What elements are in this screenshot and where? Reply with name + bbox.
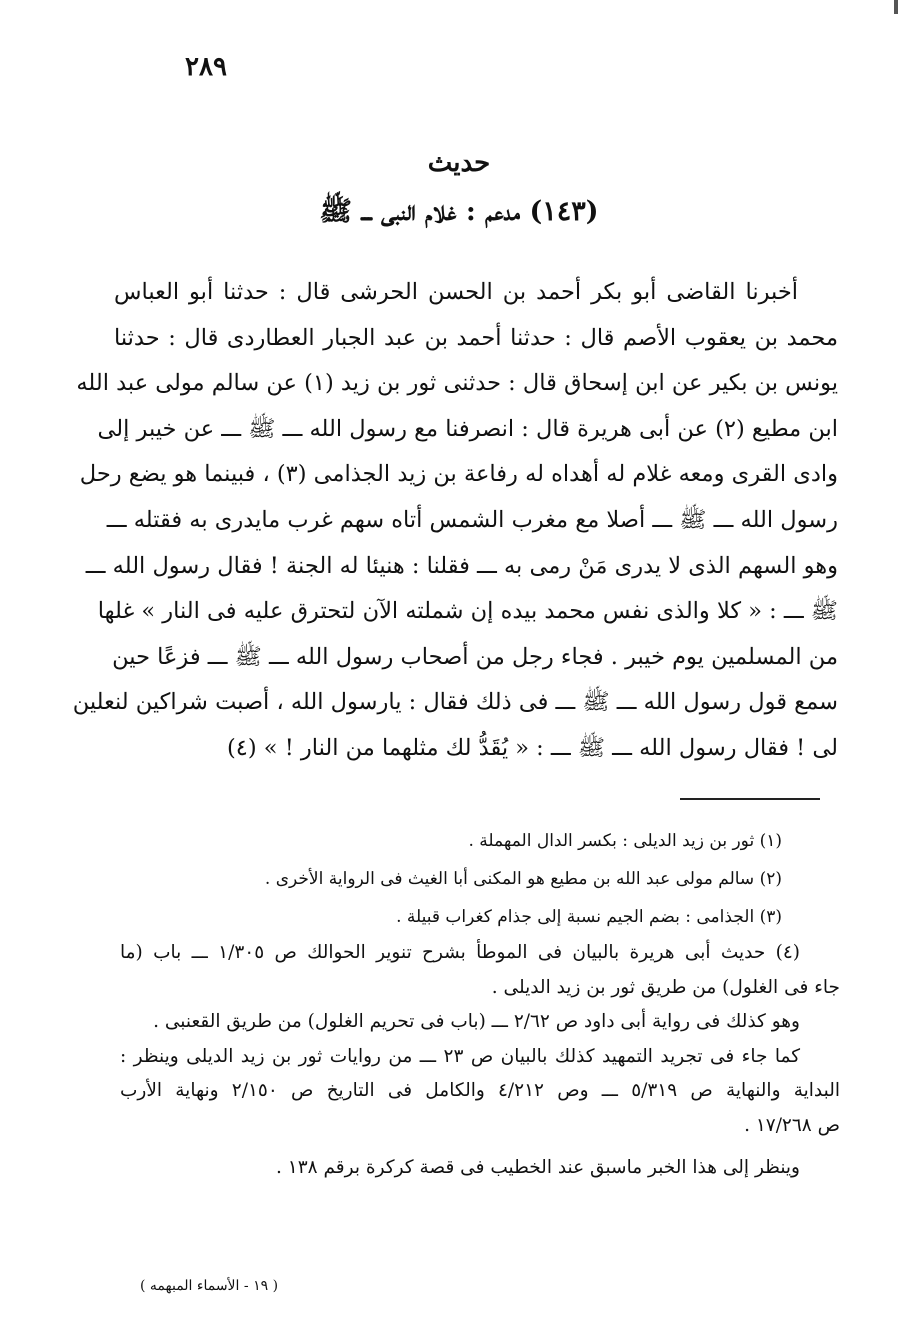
text-line: محمد بن يعقوب الأصم قال : حدثنا أحمد بن عبد الجبار العطاردى قال : حدثنا: [114, 324, 838, 351]
footnote-paragraph: وينظر إلى هذا الخبر ماسبق عند الخطيب فى قصة كركرة برقم ١٣٨ .: [276, 1157, 800, 1178]
footnote-3: (٣) الجذامى : بضم الجيم نسبة إلى جذام كغراب قبيلة .: [396, 907, 782, 927]
text-line: أخبرنا القاضى أبو بكر أحمد بن الحسن الحرشى قال : حدثنا أبو العباس: [114, 279, 798, 305]
page-title: (١٤٣) مدعم : غلام النبى ـــ ﷺ: [319, 196, 599, 227]
section-label: حديث: [427, 148, 491, 178]
footnote-paragraph-line: ص ١٧/٢٦٨ .: [744, 1114, 840, 1136]
text-line: سمع قول رسول الله ـــ ﷺ ـــ فى ذلك فقال : يارسول الله ، أصبت شراكين لنعلين: [72, 689, 838, 716]
text-line: وهو السهم الذى لا يدرى مَنْ رمى به ـــ فقلنا : هنيئا له الجنة ! فقال رسول الله ـــ: [85, 552, 838, 579]
text-line: يونس بن بكير عن ابن إسحاق قال : حدثنى ثور بن زيد (١) عن سالم مولى عبد الله: [76, 370, 838, 397]
footnote-4-line: (٤) حديث أبى هريرة بالبيان فى الموطأ بشرح تنوير الحوالك ص ١/٣٠٥ ـــ باب (ما: [120, 942, 800, 963]
spacer: [120, 1143, 840, 1151]
text-line: وادى القرى ومعه غلام له أهداه له رفاعة بن زيد الجذامى (٣) ، فبينما هو يضع رحل: [79, 461, 838, 488]
text-line: ﷺ ـــ : « كلا والذى نفس محمد بيده إن شملته الآن لتحترق عليه فى النار » غلها: [97, 598, 838, 625]
footnote-4-line: جاء فى الغلول) من طريق ثور بن زيد الديلى .: [491, 976, 840, 998]
footnote-paragraph: وهو كذلك فى رواية أبى داود ص ٢/٦٢ ـــ (باب فى تحريم الغلول) من طريق القعنبى .: [153, 1011, 800, 1032]
page-number: ٢٨٩: [185, 52, 227, 82]
footnote-paragraph-line: كما جاء فى تجريد التمهيد كذلك بالبيان ص ٢٣ ـــ من روايات ثور بن زيد الديلى وينظر :: [120, 1045, 800, 1067]
footnote-paragraph-line: البداية والنهاية ص ٥/٣١٩ ـــ وص ٤/٢١٢ والكامل فى التاريخ ص ٢/١٥٠ ونهاية الأرب: [120, 1080, 841, 1101]
footnotes: [120, 822, 840, 1186]
scan-mark: [894, 0, 898, 14]
main-text: [72, 270, 838, 772]
text-line: لى ! فقال رسول الله ـــ ﷺ ـــ : « يُقَدُّ لك مثلهما من النار ! » (٤): [226, 734, 838, 761]
text-line: من المسلمين يوم خيبر . فجاء رجل من أصحاب رسول الله ـــ ﷺ ـــ فزعًا حين: [112, 643, 838, 670]
footnote-2: (٢) سالم مولى عبد الله بن مطيع هو المكنى أبا الغيث فى الرواية الأخرى .: [264, 869, 782, 889]
signature-footer: ( ١٩ - الأسماء المبهمه ): [140, 1278, 279, 1294]
footnote-1: (١) ثور بن زيد الديلى : بكسر الدال المهملة .: [468, 831, 782, 851]
text-line: رسول الله ـــ ﷺ ـــ أصلا مع مغرب الشمس أتاه سهم غرب مايدرى به فقتله ـــ: [106, 506, 838, 533]
text-line: ابن مطيع (٢) عن أبى هريرة قال : انصرفنا مع رسول الله ـــ ﷺ ـــ عن خيبر إلى: [97, 415, 838, 442]
footnote-divider: [680, 798, 820, 800]
